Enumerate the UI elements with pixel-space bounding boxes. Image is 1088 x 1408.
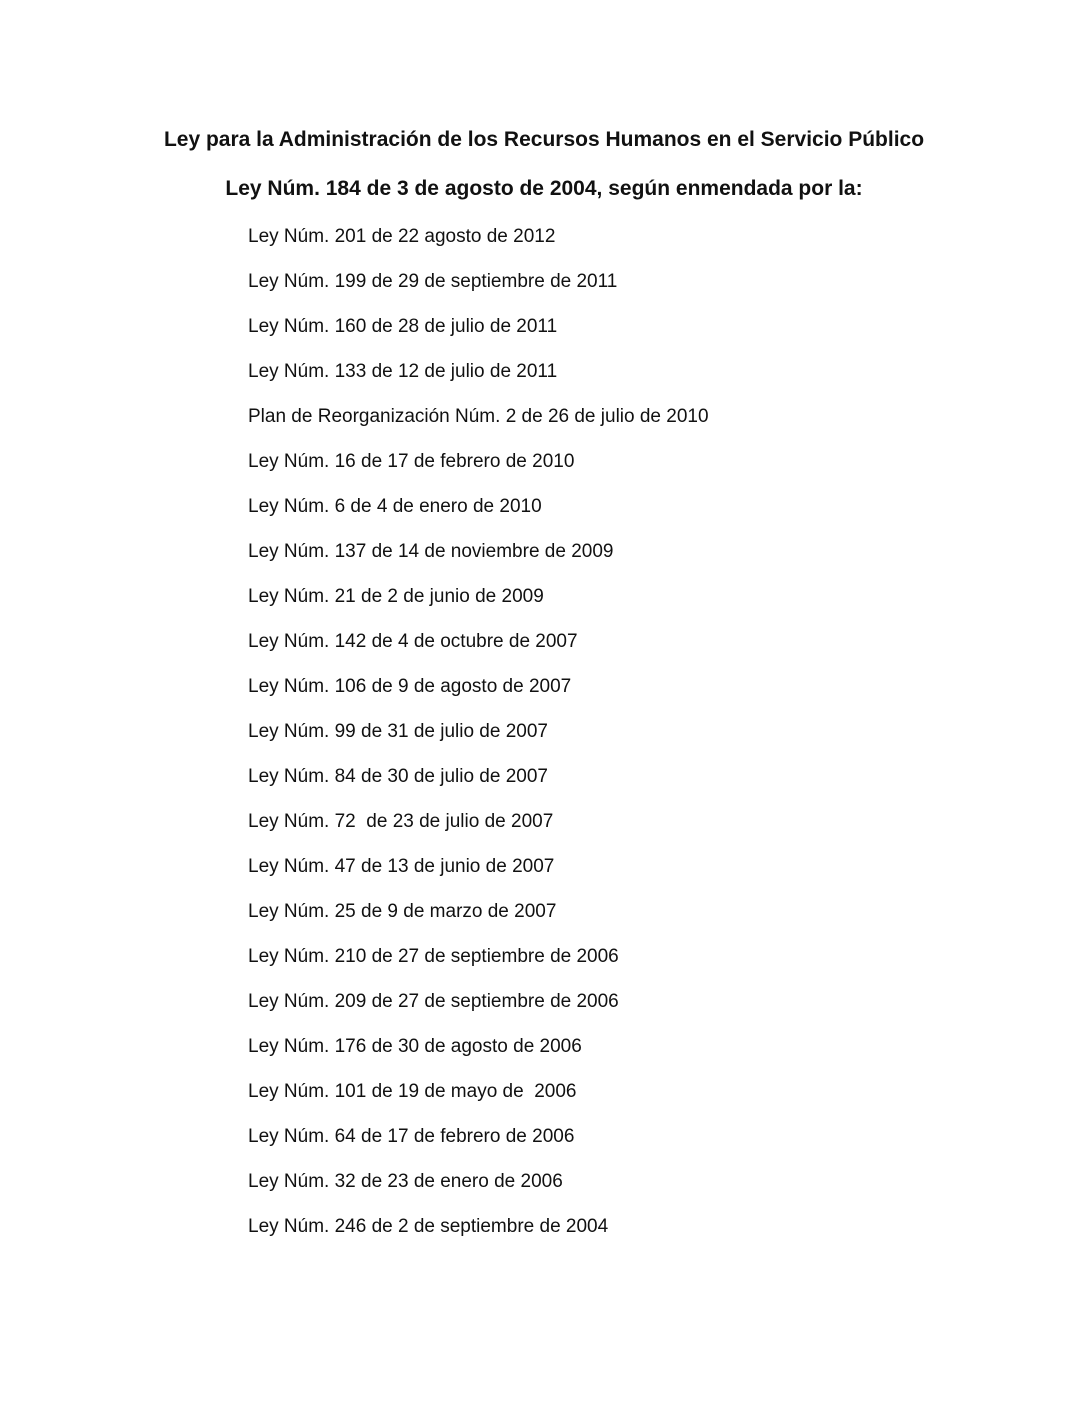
amendment-item: Ley Núm. 201 de 22 agosto de 2012 [248,226,556,247]
amendment-item: Ley Núm. 209 de 27 de septiembre de 2006 [248,991,619,1012]
amendment-item: Ley Núm. 21 de 2 de junio de 2009 [248,586,544,607]
amendments-list [248,226,709,1261]
amendment-item: Ley Núm. 101 de 19 de mayo de 2006 [248,1081,577,1102]
amendment-item: Ley Núm. 142 de 4 de octubre de 2007 [248,631,578,652]
amendment-item: Ley Núm. 84 de 30 de julio de 2007 [248,766,548,787]
amendment-item: Ley Núm. 106 de 9 de agosto de 2007 [248,676,572,697]
amendment-item: Ley Núm. 32 de 23 de enero de 2006 [248,1171,563,1192]
amendment-item: Ley Núm. 25 de 9 de marzo de 2007 [248,901,557,922]
document-title: Ley para la Administración de los Recursos Humanos en el Servicio Público [163,128,925,151]
amendment-item: Ley Núm. 199 de 29 de septiembre de 2011 [248,271,618,292]
amendment-item: Ley Núm. 176 de 30 de agosto de 2006 [248,1036,582,1057]
amendment-item: Ley Núm. 47 de 13 de junio de 2007 [248,856,555,877]
amendment-item: Ley Núm. 6 de 4 de enero de 2010 [248,496,542,517]
amendment-item: Ley Núm. 72 de 23 de julio de 2007 [248,811,554,832]
document-subtitle: Ley Núm. 184 de 3 de agosto de 2004, según enmendada por la: [225,177,863,200]
amendment-item: Ley Núm. 210 de 27 de septiembre de 2006 [248,946,619,967]
amendment-item: Ley Núm. 16 de 17 de febrero de 2010 [248,451,575,472]
amendment-item: Plan de Reorganización Núm. 2 de 26 de julio de 2010 [248,406,709,427]
amendment-item: Ley Núm. 64 de 17 de febrero de 2006 [248,1126,575,1147]
amendment-item: Ley Núm. 133 de 12 de julio de 2011 [248,361,558,382]
amendment-item: Ley Núm. 160 de 28 de julio de 2011 [248,316,558,337]
amendment-item: Ley Núm. 137 de 14 de noviembre de 2009 [248,541,614,562]
amendment-item: Ley Núm. 246 de 2 de septiembre de 2004 [248,1216,609,1237]
amendment-item: Ley Núm. 99 de 31 de julio de 2007 [248,721,548,742]
